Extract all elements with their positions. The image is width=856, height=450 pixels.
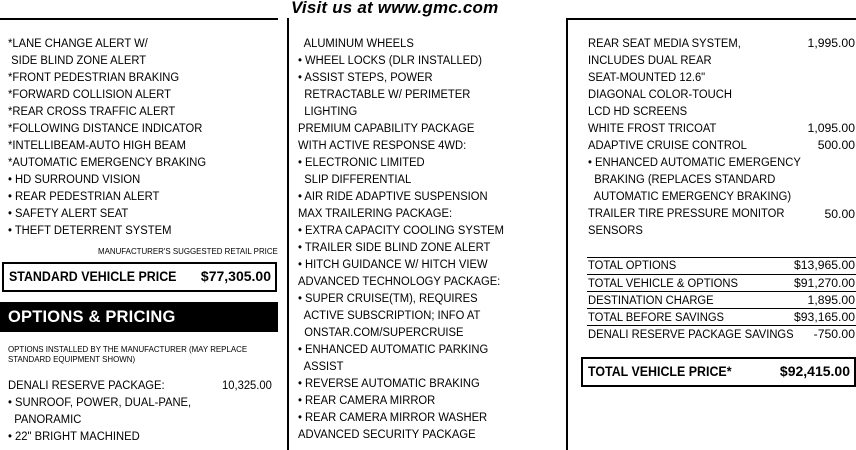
- option-item: • TRAILER SIDE BLIND ZONE ALERT: [298, 240, 491, 254]
- header-rule-left: [0, 18, 278, 20]
- option-item: • WHEEL LOCKS (DLR INSTALLED): [298, 53, 482, 67]
- price-rear-seat-media: 1,995.00: [807, 36, 855, 50]
- options-note: [8, 344, 247, 364]
- price-adaptive-cruise: 500.00: [817, 138, 855, 152]
- column-divider-2: [566, 18, 568, 450]
- option-item: PREMIUM CAPABILITY PACKAGE: [298, 121, 475, 135]
- option-item: WITH ACTIVE RESPONSE 4WD:: [298, 138, 467, 152]
- option-item: • SUPER CRUISE(TM), REQUIRES: [298, 291, 478, 305]
- option-item: LIGHTING: [298, 104, 358, 118]
- header-bar: [0, 0, 856, 20]
- option-item: ASSIST: [298, 359, 344, 373]
- option-item: ADVANCED TECHNOLOGY PACKAGE:: [298, 274, 501, 288]
- option-item: • AIR RIDE ADAPTIVE SUSPENSION: [298, 189, 488, 203]
- price-white-frost: 1,095.00: [807, 121, 855, 135]
- option-item: MAX TRAILERING PACKAGE:: [298, 206, 453, 220]
- option-item: BRAKING (REPLACES STANDARD: [588, 172, 776, 186]
- denali-item: • SUNROOF, POWER, DUAL-PANE,: [8, 395, 192, 409]
- denali-item: • 22" BRIGHT MACHINED: [8, 429, 140, 443]
- option-item: LCD HD SCREENS: [588, 104, 688, 118]
- total-price-value: $92,415.00: [779, 363, 850, 379]
- total-options-value: $13,965.00: [794, 258, 855, 272]
- option-item: RETRACTABLE W/ PERIMETER: [298, 87, 471, 101]
- option-item: • HITCH GUIDANCE W/ HITCH VIEW: [298, 257, 488, 271]
- option-item: AUTOMATIC EMERGENCY BRAKING): [588, 189, 792, 203]
- option-item: ADVANCED SECURITY PACKAGE: [298, 427, 476, 441]
- option-item: • ENHANCED AUTOMATIC EMERGENCY: [588, 155, 801, 169]
- option-item: REAR SEAT MEDIA SYSTEM,: [588, 36, 741, 50]
- option-item: SLIP DIFFERENTIAL: [298, 172, 412, 186]
- feature-item: *INTELLIBEAM-AUTO HIGH BEAM: [8, 138, 186, 152]
- denali-item: PANORAMIC: [8, 412, 82, 426]
- total-before-savings-value: $93,165.00: [794, 310, 855, 324]
- standard-features-list: [8, 35, 206, 239]
- header-rule-right: [568, 18, 856, 20]
- feature-item: • REAR PEDESTRIAN ALERT: [8, 189, 160, 203]
- options-title: OPTIONS & PRICING: [8, 308, 176, 326]
- options-note-line: STANDARD EQUIPMENT SHOWN): [8, 354, 136, 364]
- option-item: ONSTAR.COM/SUPERCRUISE: [298, 325, 464, 339]
- option-item: INCLUDES DUAL REAR: [588, 53, 712, 67]
- denali-savings-value: -750.00: [813, 327, 855, 341]
- standard-price-box: [2, 262, 277, 292]
- total-options-label: TOTAL OPTIONS: [588, 258, 677, 272]
- option-item: • ELECTRONIC LIMITED: [298, 155, 425, 169]
- option-item: TRAILER TIRE PRESSURE MONITOR: [588, 206, 785, 220]
- feature-item: *REAR CROSS TRAFFIC ALERT: [8, 104, 176, 118]
- option-item: SEAT-MOUNTED 12.6": [588, 70, 706, 84]
- column-divider-1: [287, 18, 289, 450]
- feature-item: *AUTOMATIC EMERGENCY BRAKING: [8, 155, 207, 169]
- feature-item: • HD SURROUND VISION: [8, 172, 141, 186]
- website-link[interactable]: Visit us at www.gmc.com: [291, 0, 499, 17]
- total-vehicle-options-value: $91,270.00: [794, 276, 855, 290]
- feature-item: • SAFETY ALERT SEAT: [8, 206, 129, 220]
- option-item: DIAGONAL COLOR-TOUCH: [588, 87, 732, 101]
- denali-package: [8, 377, 191, 445]
- price-trailer-tire: 50.00: [824, 207, 855, 221]
- option-item: • REVERSE AUTOMATIC BRAKING: [298, 376, 480, 390]
- option-item: WHITE FROST TRICOAT: [588, 121, 717, 135]
- msrp-note: MANUFACTURER'S SUGGESTED RETAIL PRICE: [98, 246, 278, 256]
- feature-item: • THEFT DETERRENT SYSTEM: [8, 223, 172, 237]
- feature-item: *FORWARD COLLISION ALERT: [8, 87, 172, 101]
- feature-item: *FOLLOWING DISTANCE INDICATOR: [8, 121, 203, 135]
- standard-price-value: $77,305.00: [200, 268, 271, 284]
- total-price-label: TOTAL VEHICLE PRICE*: [588, 364, 732, 379]
- options-banner: [0, 302, 278, 332]
- option-item: • REAR CAMERA MIRROR: [298, 393, 436, 407]
- option-item: • REAR CAMERA MIRROR WASHER: [298, 410, 488, 424]
- option-item: SENSORS: [588, 223, 643, 237]
- option-item: • ENHANCED AUTOMATIC PARKING: [298, 342, 489, 356]
- denali-label: DENALI RESERVE PACKAGE:: [8, 378, 165, 392]
- standard-price-label: STANDARD VEHICLE PRICE: [9, 269, 177, 284]
- option-item: • ASSIST STEPS, POWER: [298, 70, 433, 84]
- option-item: ADAPTIVE CRUISE CONTROL: [588, 138, 747, 152]
- feature-item: SIDE BLIND ZONE ALERT: [8, 53, 147, 67]
- option-item: ACTIVE SUBSCRIPTION; INFO AT: [298, 308, 481, 322]
- options-column-3: [588, 35, 855, 239]
- feature-item: *FRONT PEDESTRIAN BRAKING: [8, 70, 180, 84]
- options-note-line: OPTIONS INSTALLED BY THE MANUFACTURER (MAY REPLACE: [8, 344, 248, 354]
- options-column-2: [298, 35, 504, 443]
- feature-item: *LANE CHANGE ALERT W/: [8, 36, 148, 50]
- total-before-savings-label: TOTAL BEFORE SAVINGS: [588, 310, 725, 324]
- denali-price: 10,325.00: [222, 378, 272, 392]
- total-price-box: [581, 357, 856, 387]
- denali-savings-label: DENALI RESERVE PACKAGE SAVINGS: [588, 327, 794, 341]
- option-item: • EXTRA CAPACITY COOLING SYSTEM: [298, 223, 505, 237]
- destination-charge-value: 1,895.00: [807, 293, 855, 307]
- total-vehicle-options-label: TOTAL VEHICLE & OPTIONS: [588, 276, 738, 290]
- destination-charge-label: DESTINATION CHARGE: [588, 293, 714, 307]
- option-item: ALUMINUM WHEELS: [298, 36, 414, 50]
